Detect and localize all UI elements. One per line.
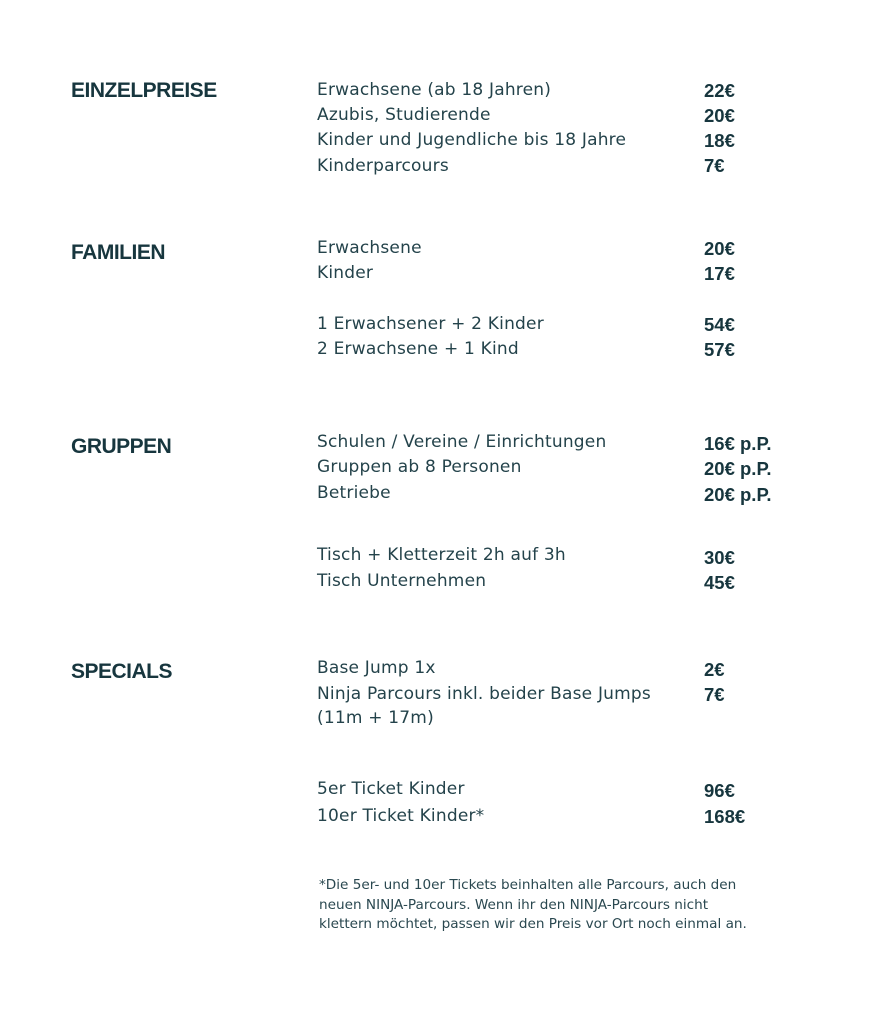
price-item-value: 57€ [704, 339, 735, 360]
footnote-line: neuen NINJA-Parcours. Wenn ihr den NINJA-Parcours nicht [319, 896, 709, 913]
price-item-label: Erwachsene (ab 18 Jahren) [317, 80, 552, 100]
price-item-value: 30€ [704, 547, 735, 568]
price-item-label: 1 Erwachsener + 2 Kinder [317, 314, 544, 334]
price-item-label: 2 Erwachsene + 1 Kind [317, 339, 519, 359]
price-item-label: Betriebe [317, 483, 391, 503]
price-item-label: 10er Ticket Kinder* [317, 806, 485, 826]
price-item-value: 54€ [704, 314, 735, 335]
price-item-label: Ninja Parcours inkl. beider Base Jumps [317, 684, 651, 704]
price-item-label: Tisch + Kletterzeit 2h auf 3h [317, 545, 566, 565]
price-item-value: 20€ [704, 238, 735, 259]
price-item-value: 7€ [704, 155, 725, 176]
price-item-value: 18€ [704, 130, 735, 151]
footnote-line: *Die 5er- und 10er Tickets beinhalten alle Parcours, auch den [319, 877, 737, 893]
price-item-value: 20€ p.P. [704, 458, 772, 479]
price-item-value: 16€ p.P. [704, 433, 772, 454]
price-item-value: 22€ [704, 80, 735, 101]
price-item-label: Azubis, Studierende [317, 105, 491, 125]
price-item-label: Base Jump 1x [317, 658, 436, 678]
price-item-value: 17€ [704, 263, 735, 284]
section-title-einzelpreise: EINZELPREISE [71, 79, 217, 102]
price-item-value: 45€ [704, 572, 735, 593]
section-title-familien: FAMILIEN [71, 241, 165, 264]
price-item-value: 7€ [704, 684, 725, 705]
price-item-label: Schulen / Vereine / Einrichtungen [317, 432, 607, 452]
price-item-value: 96€ [704, 780, 735, 801]
price-item-value: 168€ [704, 806, 746, 827]
price-item-label: Erwachsene [317, 238, 422, 258]
price-item-value: 20€ p.P. [704, 484, 772, 505]
price-item-label: Gruppen ab 8 Personen [317, 457, 522, 477]
footnote-line: klettern möchtet, passen wir den Preis vor Ort noch einmal an. [319, 916, 747, 932]
price-item-value: 20€ [704, 105, 735, 126]
section-title-gruppen: GRUPPEN [71, 435, 172, 458]
price-item-value: 2€ [704, 659, 725, 680]
price-item-label: Kinderparcours [317, 156, 449, 176]
price-item-label: 5er Ticket Kinder [317, 779, 465, 799]
price-item-label: Kinder [317, 263, 374, 283]
footnote [319, 876, 759, 935]
price-item-label-continued: (11m + 17m) [317, 708, 434, 728]
price-item-label: Kinder und Jugendliche bis 18 Jahre [317, 130, 627, 150]
price-item-label: Tisch Unternehmen [317, 571, 487, 591]
section-title-specials: SPECIALS [71, 660, 173, 683]
